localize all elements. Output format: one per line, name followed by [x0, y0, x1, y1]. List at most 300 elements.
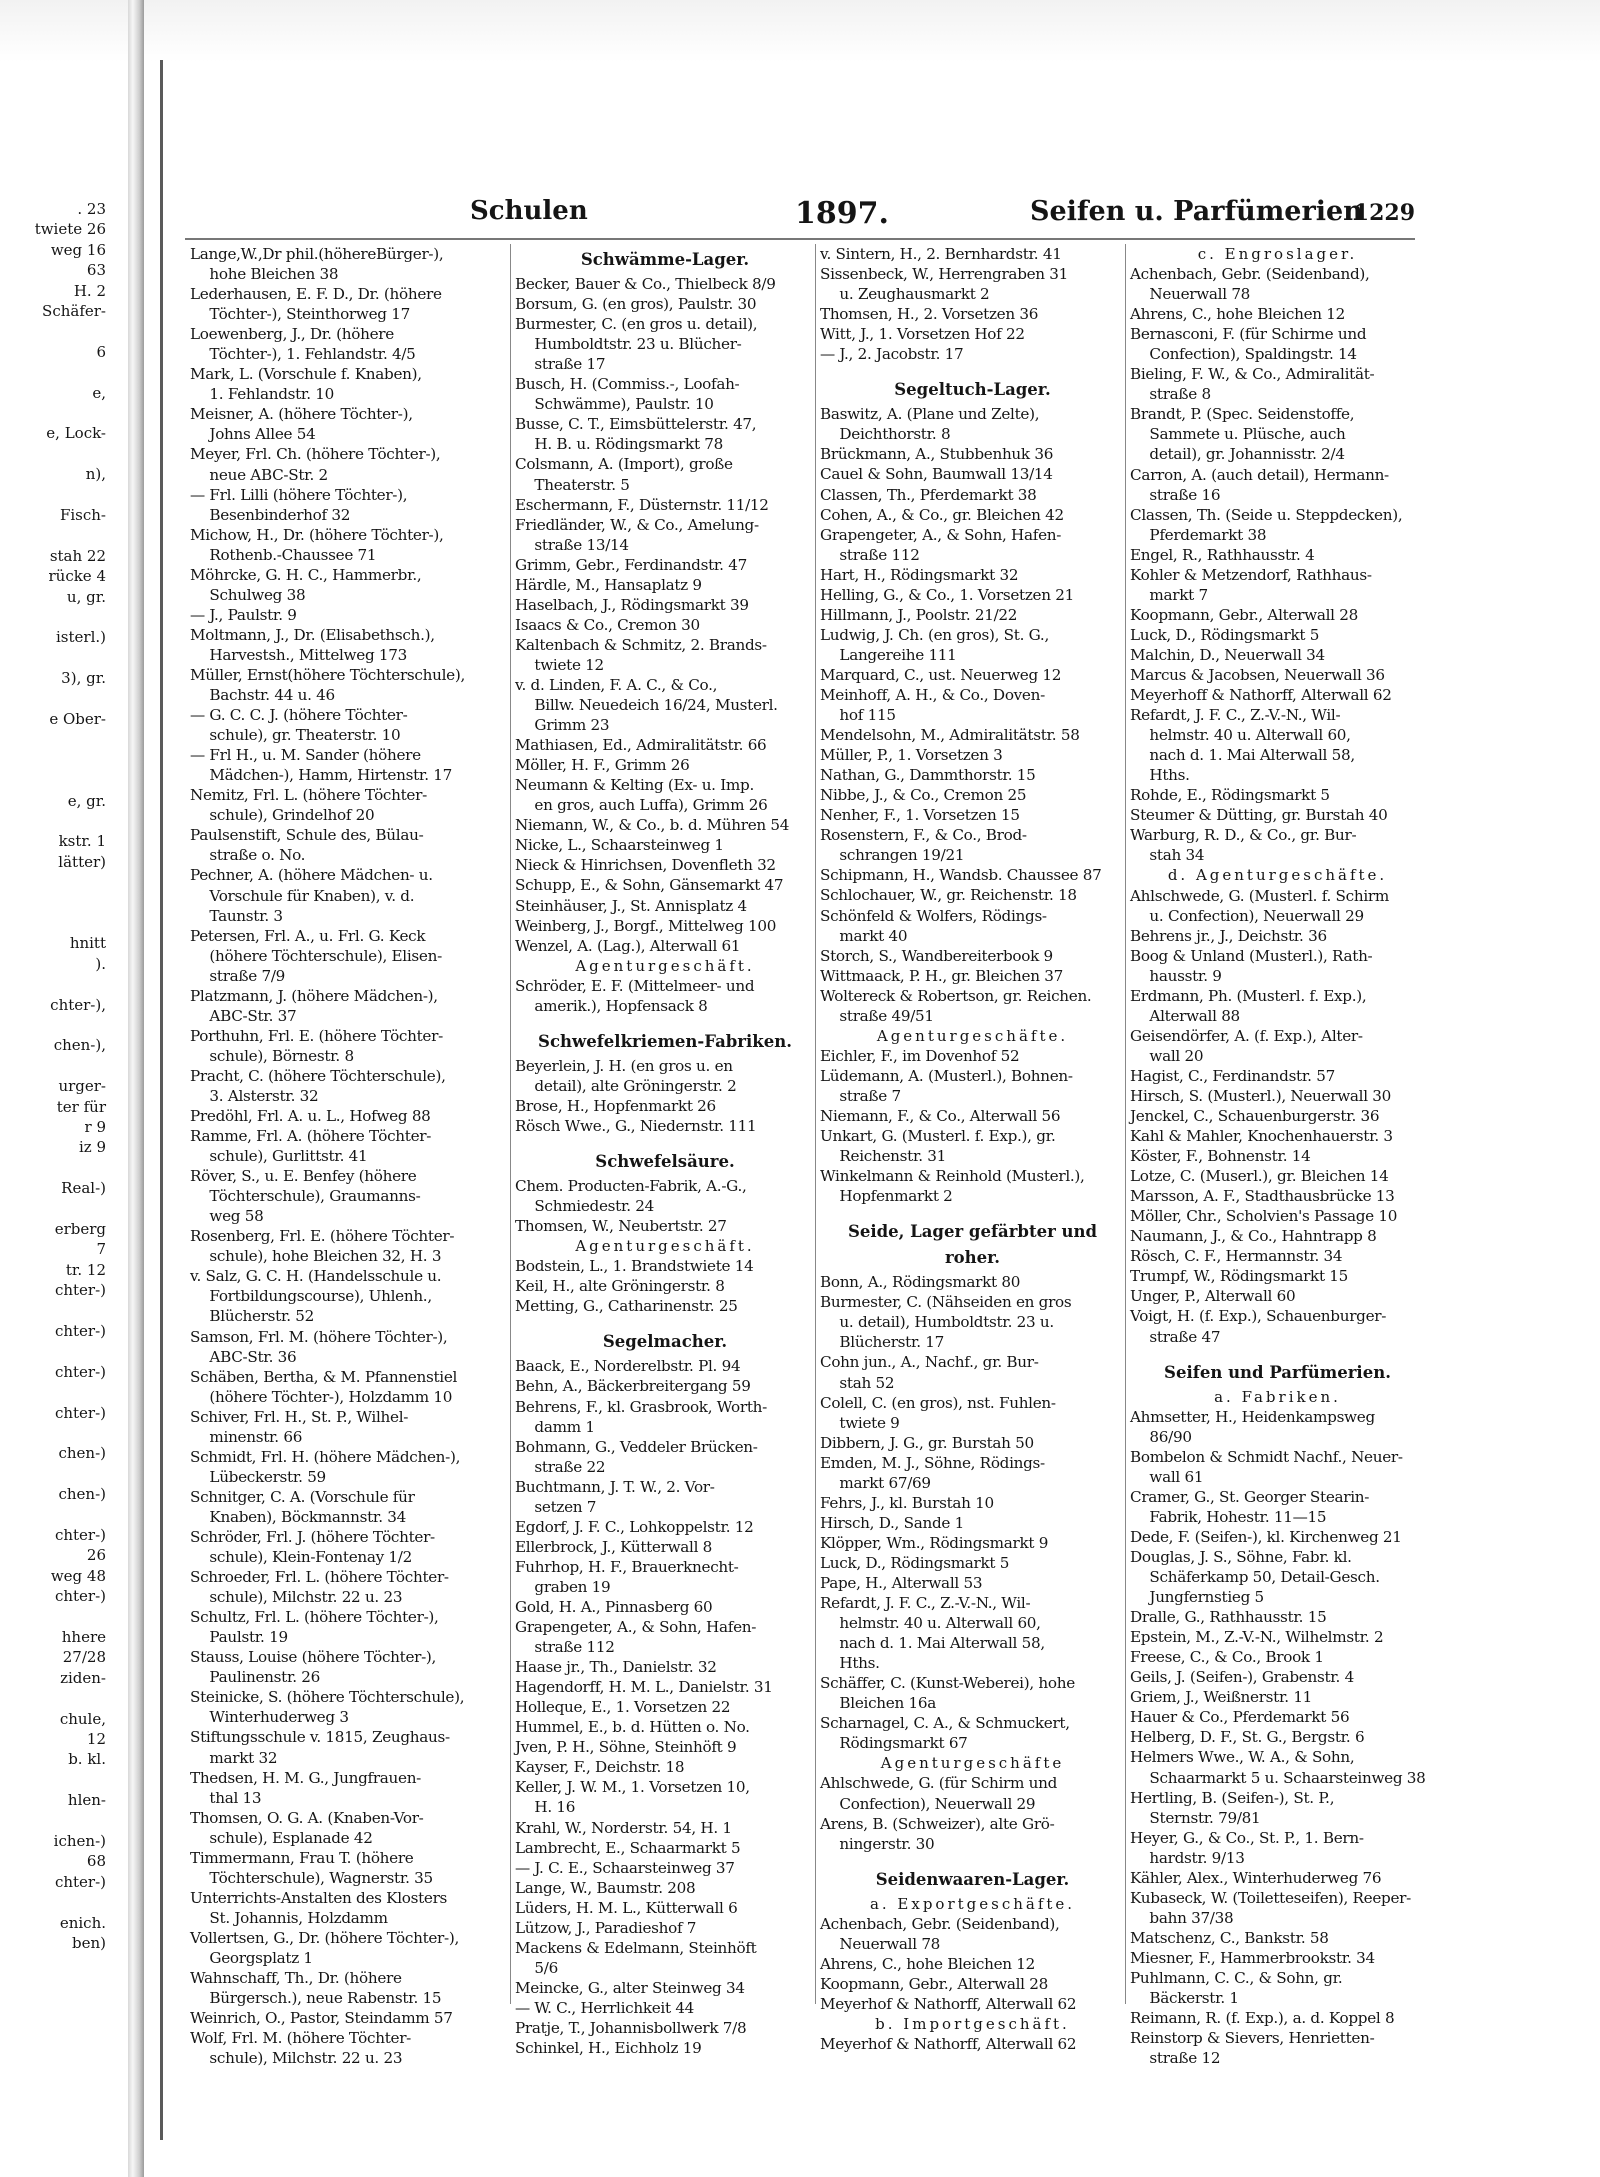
directory-entry: Helmers Wwe., W. A., & Sohn,	[1130, 1748, 1355, 1767]
directory-entry: Refardt, J. F. C., Z.-V.-N., Wil-	[1130, 706, 1341, 725]
spacer	[515, 1136, 815, 1146]
directory-entry: Schäffer, C. (Kunst-Weberei), hohe	[820, 1674, 1075, 1693]
column-divider	[815, 244, 816, 2004]
directory-entry: Grimm, Gebr., Ferdinandstr. 47	[515, 555, 747, 574]
directory-entry: Geisendörfer, A. (f. Exp.), Alter-	[1130, 1026, 1363, 1045]
section-heading: Seidenwaaren-Lager.	[875, 1869, 1070, 1889]
directory-entry: Woltereck & Robertson, gr. Reichen.	[820, 986, 1092, 1005]
facing-page-text: Schäfer-	[42, 302, 106, 320]
directory-entry: Wolf, Frl. M. (höhere Töchter-	[190, 2029, 411, 2048]
directory-entry: Pechner, A. (höhere Mädchen- u.	[190, 866, 433, 885]
directory-entry: schrangen 19/21	[820, 846, 965, 865]
directory-entry: stah 52	[820, 1373, 895, 1392]
directory-entry: Erdmann, Ph. (Musterl. f. Exp.),	[1130, 986, 1367, 1005]
directory-entry: Schäben, Bertha, & M. Pfannenstiel	[190, 1367, 458, 1386]
directory-entry: 1. Fehlandstr. 10	[190, 385, 334, 404]
facing-page-text: ziden-	[60, 1668, 106, 1687]
directory-entry: Friedländer, W., & Co., Amelung-	[515, 515, 759, 534]
subsection-heading: Agenturgeschäft.	[575, 1237, 755, 1256]
directory-entry: Alterwall 88	[1130, 1006, 1240, 1025]
directory-entry: Wittmaack, P. H., gr. Bleichen 37	[820, 966, 1063, 985]
directory-entry: Müller, Ernst(höhere Töchterschule),	[190, 665, 465, 684]
directory-entry: Hauer & Co., Pferdemarkt 56	[1130, 1708, 1350, 1727]
directory-entry: Meyerhof & Nathorff, Alterwall 62	[820, 2035, 1077, 2054]
directory-entry: Brückmann, A., Stubbenhuk 36	[820, 445, 1054, 464]
directory-entry: Taunstr. 3	[190, 906, 283, 925]
directory-entry: Fuhrhop, H. F., Brauerknecht-	[515, 1557, 739, 1576]
directory-entry: Schlochauer, W., gr. Reichenstr. 18	[820, 886, 1077, 905]
directory-entry: v. d. Linden, F. A. C., & Co.,	[515, 675, 718, 694]
directory-entry: Röver, S., u. E. Benfey (höhere	[190, 1167, 417, 1186]
directory-entry: Hths.	[820, 1654, 880, 1673]
directory-entry: Michow, H., Dr. (höhere Töchter-),	[190, 525, 444, 544]
directory-entry: Refardt, J. F. C., Z.-V.-N., Wil-	[820, 1594, 1031, 1613]
spacer	[515, 1016, 815, 1026]
directory-entry: Bohmann, G., Veddeler Brücken-	[515, 1437, 758, 1456]
directory-entry: Luck, D., Rödingsmarkt 5	[1130, 625, 1320, 644]
facing-page-text: chter-)	[54, 1872, 106, 1891]
directory-entry: Schnitger, C. A. (Vorschule für	[190, 1487, 415, 1506]
directory-entry: Paulinenstr. 26	[190, 1668, 321, 1687]
directory-entry: Metting, G., Catharinenstr. 25	[515, 1297, 738, 1316]
directory-entry: Krahl, W., Norderstr. 54, H. 1	[515, 1818, 732, 1837]
directory-entry: Haselbach, J., Rödingsmarkt 39	[515, 595, 749, 614]
header-rule	[185, 238, 1415, 240]
directory-entry: Griem, J., Weißnerstr. 11	[1130, 1688, 1313, 1707]
directory-entry: Wahnschaff, Th., Dr. (höhere	[190, 1969, 402, 1988]
directory-entry: Ludwig, J. Ch. (en gros), St. G.,	[820, 625, 1049, 644]
directory-entry: Fortbildungscourse), Uhlenh.,	[190, 1287, 432, 1306]
directory-entry: Gold, H. A., Pinnasberg 60	[515, 1598, 713, 1616]
directory-entry: St. Johannis, Holzdamm	[190, 1908, 388, 1927]
directory-entry: helmstr. 40 u. Alterwall 60,	[1130, 726, 1351, 745]
facing-page-text: e, Lock-	[46, 424, 106, 443]
directory-entry: straße 13/14	[515, 535, 629, 554]
directory-entry: Isaacs & Co., Cremon 30	[515, 615, 700, 634]
directory-entry: Behrens, F., kl. Grasbrook, Worth-	[515, 1397, 767, 1416]
directory-entry: Predöhl, Frl. A. u. L., Hofweg 88	[190, 1107, 431, 1126]
facing-page-fragment	[0, 200, 110, 2050]
directory-entry: Achenbach, Gebr. (Seidenband),	[820, 1914, 1060, 1933]
directory-entry: minenstr. 66	[190, 1427, 303, 1446]
directory-entry: hof 115	[820, 706, 896, 725]
directory-entry: schule), Klein-Fontenay 1/2	[190, 1548, 412, 1567]
directory-entry: Schönfeld & Wolfers, Rödings-	[820, 906, 1047, 925]
directory-entry: Classen, Th., Pferdemarkt 38	[820, 485, 1037, 504]
directory-entry: Deichthorstr. 8	[820, 425, 951, 444]
directory-entry: Härdle, M., Hansaplatz 9	[515, 575, 702, 594]
directory-entry: Bürgersch.), neue Rabenstr. 15	[190, 1989, 442, 2008]
directory-entry: Steinhäuser, J., St. Annisplatz 4	[515, 896, 747, 915]
directory-entry: Kayser, F., Deichstr. 18	[515, 1758, 685, 1777]
directory-entry: twiete 12	[515, 655, 604, 674]
directory-entry: thal 13	[190, 1788, 262, 1807]
directory-entry: Carron, A. (auch detail), Hermann-	[1130, 465, 1389, 484]
directory-entry: Lotze, C. (Muserl.), gr. Bleichen 14	[1130, 1167, 1389, 1186]
facing-page-text: hnitt	[69, 934, 106, 953]
section-heading: Schwefelkriemen-Fabriken.	[538, 1031, 792, 1051]
directory-entry: neue ABC-Str. 2	[190, 465, 328, 484]
directory-entry: Humboldtstr. 23 u. Blücher-	[515, 335, 742, 354]
directory-entry: stah 34	[1130, 846, 1205, 865]
directory-entry: Sammete u. Plüsche, auch	[1130, 425, 1346, 444]
directory-entry: 5/6	[515, 1958, 558, 1977]
directory-entry: ABC-Str. 37	[190, 1006, 297, 1025]
directory-entry: Busse, C. T., Eimsbüttelerstr. 47,	[515, 415, 757, 434]
directory-entry: Besenbinderhof 32	[190, 505, 351, 524]
directory-entry: Hagist, C., Ferdinandstr. 57	[1130, 1066, 1335, 1085]
facing-page-text: chter-)	[54, 1362, 106, 1381]
directory-entry: Meisner, A. (höhere Töchter-),	[190, 405, 413, 424]
facing-page-text: erberg	[54, 1220, 106, 1238]
spacer	[820, 1206, 1125, 1216]
directory-entry: Knaben), Böckmannstr. 34	[190, 1507, 406, 1526]
directory-entry: — G. C. C. J. (höhere Töchter-	[190, 706, 408, 725]
directory-entry: Helling, G., & Co., 1. Vorsetzen 21	[820, 585, 1074, 604]
directory-entry: Colell, C. (en gros), nst. Fuhlen-	[820, 1393, 1056, 1412]
facing-page-text: r 9	[84, 1118, 106, 1136]
directory-entry: Niemann, F., & Co., Alterwall 56	[820, 1106, 1061, 1125]
directory-entry: u. Zeughausmarkt 2	[820, 285, 990, 304]
directory-entry: Jenckel, C., Schauenburgerstr. 36	[1130, 1107, 1380, 1126]
directory-entry: Busch, H. (Commiss.-, Loofah-	[515, 375, 740, 394]
directory-entry: Dralle, G., Rathhausstr. 15	[1130, 1608, 1327, 1627]
directory-entry: H. B. u. Rödingsmarkt 78	[515, 435, 723, 454]
directory-entry: Emden, M. J., Söhne, Rödings-	[820, 1453, 1045, 1472]
facing-page-text: Real-)	[61, 1179, 106, 1198]
directory-entry: Ramme, Frl. A. (höhere Töchter-	[190, 1127, 432, 1146]
facing-page-text: 7	[96, 1240, 106, 1259]
directory-entry: Sternstr. 79/81	[1130, 1808, 1261, 1827]
directory-entry: Nieck & Hinrichsen, Dovenfleth 32	[515, 856, 776, 875]
directory-entry: Georgsplatz 1	[190, 1948, 313, 1967]
facing-page-text: 3), gr.	[61, 669, 106, 688]
section-heading: Schwefelsäure.	[595, 1152, 735, 1172]
directory-entry: Buchtmann, J. T. W., 2. Vor-	[515, 1477, 715, 1496]
facing-page-text: lätter)	[58, 852, 106, 871]
facing-page-text: H. 2	[73, 281, 106, 300]
directory-entry: Nibbe, J., & Co., Cremon 25	[820, 786, 1027, 805]
section-heading: Seifen und Parfümerien.	[1164, 1362, 1391, 1382]
directory-entry: — W. C., Herrlichkeit 44	[515, 1998, 695, 2017]
directory-entry: Hertling, B. (Seifen-), St. P.,	[1130, 1788, 1335, 1807]
directory-entry: Heyer, G., & Co., St. P., 1. Bern-	[1130, 1828, 1364, 1847]
header-section-right: Seifen u. Parfümerien	[1030, 196, 1363, 227]
directory-entry: Neuerwall 78	[820, 1934, 941, 1953]
directory-entry: schule), Börnestr. 8	[190, 1046, 354, 1065]
directory-entry: Platzmann, J. (höhere Mädchen-),	[190, 986, 438, 1005]
column-divider	[510, 244, 511, 2004]
directory-entry: Neumann & Kelting (Ex- u. Imp.	[515, 776, 754, 795]
directory-entry: — Frl. Lilli (höhere Töchter-),	[190, 485, 408, 504]
header-year: 1897.	[795, 196, 889, 231]
directory-entry: Cohn jun., A., Nachf., gr. Bur-	[820, 1353, 1039, 1372]
directory-entry: Hummel, E., b. d. Hütten o. No.	[515, 1718, 750, 1737]
directory-entry: Schupp, E., & Sohn, Gänsemarkt 47	[515, 876, 784, 895]
subsection-heading: c. Engroslager.	[1197, 245, 1358, 263]
directory-entry: Confection), Neuerwall 29	[820, 1794, 1036, 1813]
facing-page-text: ter für	[56, 1097, 106, 1116]
directory-entry: Witt, J., 1. Vorsetzen Hof 22	[820, 325, 1025, 344]
directory-entry: Rödingsmarkt 67	[820, 1734, 968, 1753]
directory-entry: Burmester, C. (en gros u. detail),	[515, 315, 758, 334]
directory-entry: nach d. 1. Mai Alterwall 58,	[1130, 746, 1355, 765]
directory-entry: Koopmann, Gebr., Alterwall 28	[1130, 605, 1358, 624]
directory-entry: Schmiedestr. 24	[515, 1197, 655, 1216]
directory-entry: Müller, P., 1. Vorsetzen 3	[820, 746, 1003, 765]
directory-entry: u. detail), Humboldtstr. 23 u.	[820, 1313, 1054, 1332]
subsection-heading: Agenturgeschäft.	[575, 956, 755, 975]
directory-entry: Meinhoff, A. H., & Co., Doven-	[820, 685, 1045, 704]
directory-entry: Dede, F. (Seifen-), kl. Kirchenweg 21	[1130, 1527, 1402, 1546]
directory-entry: Vorschule für Knaben), v. d.	[190, 886, 415, 905]
directory-entry: (höhere Töchterschule), Elisen-	[190, 946, 442, 965]
directory-entry: hohe Bleichen 38	[190, 265, 339, 284]
facing-page-text: hlen-	[67, 1791, 106, 1810]
directory-entry: twiete 9	[820, 1413, 900, 1432]
column-4	[1130, 244, 1426, 2068]
directory-entry: Warburg, R. D., & Co., gr. Bur-	[1130, 826, 1357, 845]
facing-page-text: 26	[86, 1546, 106, 1565]
directory-entry: Meyerhof & Nathorff, Alterwall 62	[820, 1994, 1077, 2013]
directory-entry: schule), gr. Theaterstr. 10	[190, 726, 401, 745]
facing-page-text: twiete 26	[34, 220, 106, 239]
facing-page-text: chen-)	[58, 1485, 106, 1504]
directory-entry: Storch, S., Wandbereiterbook 9	[820, 946, 1053, 965]
directory-entry: Meincke, G., alter Steinweg 34	[515, 1978, 745, 1997]
directory-entry: Bleichen 16a	[820, 1694, 936, 1713]
directory-entry: straße 12	[1130, 2049, 1221, 2068]
facing-page-text: 12	[86, 1730, 106, 1748]
facing-page-text: e, gr.	[67, 791, 106, 810]
directory-entry: hausstr. 9	[1130, 966, 1222, 985]
directory-entry: Hagendorff, H. M. L., Danielstr. 31	[515, 1678, 773, 1697]
directory-entry: markt 32	[190, 1748, 278, 1767]
directory-entry: Steinicke, S. (höhere Töchterschule),	[190, 1688, 465, 1707]
directory-entry: Pferdemarkt 38	[1130, 525, 1267, 544]
directory-entry: Kubaseck, W. (Toiletteseifen), Reeper-	[1130, 1888, 1411, 1907]
directory-entry: Burmester, C. (Nähseiden en gros	[820, 1293, 1072, 1312]
directory-entry: Borsum, G. (en gros), Paulstr. 30	[515, 295, 757, 314]
directory-entry: Timmermann, Frau T. (höhere	[190, 1848, 414, 1867]
directory-entry: Helberg, D. F., St. G., Bergstr. 6	[1130, 1728, 1365, 1747]
directory-entry: Steumer & Dütting, gr. Burstah 40	[1130, 806, 1388, 825]
directory-entry: Baswitz, A. (Plane und Zelte),	[820, 405, 1040, 424]
facing-page-text: iz 9	[78, 1138, 106, 1157]
directory-entry: Nicke, L., Schaarsteinweg 1	[515, 836, 724, 855]
directory-entry: Pracht, C. (höhere Töchterschule),	[190, 1066, 446, 1085]
directory-entry: Bachstr. 44 u. 46	[190, 686, 335, 705]
facing-page-text: enich.	[59, 1913, 106, 1932]
facing-page-text: chule,	[59, 1709, 106, 1728]
directory-entry: Classen, Th. (Seide u. Steppdecken),	[1130, 505, 1403, 524]
directory-entry: Naumann, J., & Co., Hahntrapp 8	[1130, 1227, 1377, 1246]
directory-entry: schule), Milchstr. 22 u. 23	[190, 2049, 403, 2068]
directory-entry: Malchin, D., Neuerwall 34	[1130, 645, 1325, 664]
directory-entry: (höhere Töchter-), Holzdamm 10	[190, 1387, 453, 1406]
page-header	[470, 196, 1415, 240]
facing-page-text: ichen-)	[53, 1832, 106, 1850]
directory-entry: Hirsch, D., Sande 1	[820, 1513, 964, 1532]
directory-entry: Schultz, Frl. L. (höhere Töchter-),	[190, 1608, 439, 1627]
directory-entry: Weinberg, J., Borgf., Mittelweg 100	[515, 916, 777, 935]
directory-entry: Mädchen-), Hamm, Hirtenstr. 17	[190, 766, 452, 785]
directory-entry: Trumpf, W., Rödingsmarkt 15	[1130, 1267, 1348, 1286]
directory-entry: ABC-Str. 36	[190, 1347, 297, 1366]
directory-entry: Marsson, A. F., Stadthausbrücke 13	[1130, 1187, 1395, 1206]
directory-entry: Holleque, E., 1. Vorsetzen 22	[515, 1698, 731, 1717]
directory-entry: Keil, H., alte Gröningerstr. 8	[515, 1277, 725, 1296]
directory-entry: damm 1	[515, 1417, 595, 1436]
directory-entry: Rösch, C. F., Hermannstr. 34	[1130, 1247, 1343, 1266]
directory-entry: bahn 37/38	[1130, 1908, 1234, 1927]
directory-entry: Bäckerstr. 1	[1130, 1989, 1239, 2008]
facing-page-text: 63	[86, 261, 106, 280]
directory-entry: Behn, A., Bäckerbreitergang 59	[515, 1377, 751, 1396]
directory-entry: Behrens jr., J., Deichstr. 36	[1130, 926, 1327, 945]
directory-entry: Lange, W., Baumstr. 208	[515, 1878, 696, 1897]
directory-entry: Mark, L. (Vorschule f. Knaben),	[190, 365, 422, 384]
directory-entry: Lambrecht, E., Schaarmarkt 5	[515, 1838, 741, 1857]
spacer	[820, 1854, 1125, 1864]
directory-entry: Schäferkamp 50, Detail-Gesch.	[1130, 1568, 1380, 1587]
directory-entry: Kohler & Metzendorf, Rathhaus-	[1130, 565, 1372, 584]
directory-entry: straße 7/9	[190, 966, 286, 985]
directory-entry: Mathiasen, Ed., Admiralitätstr. 66	[515, 736, 767, 755]
directory-entry: Porthuhn, Frl. E. (höhere Töchter-	[190, 1026, 443, 1045]
directory-entry: Mendelsohn, M., Admiralitätstr. 58	[820, 726, 1080, 745]
directory-entry: Hopfenmarkt 2	[820, 1187, 953, 1206]
directory-entry: Samson, Frl. M. (höhere Töchter-),	[190, 1327, 448, 1346]
facing-page-text: ).	[95, 954, 106, 973]
directory-entry: schule), hohe Bleichen 32, H. 3	[190, 1247, 442, 1266]
directory-entry: detail), gr. Johannisstr. 2/4	[1130, 445, 1345, 464]
directory-entry: Winkelmann & Reinhold (Musterl.),	[820, 1167, 1085, 1186]
directory-entry: Ahlschwede, G. (Musterl. f. Schirm	[1130, 886, 1389, 905]
directory-entry: Töchter-), 1. Fehlandstr. 4/5	[190, 345, 416, 364]
directory-entry: Geils, J. (Seifen-), Grabenstr. 4	[1130, 1668, 1354, 1687]
facing-page-text: stah 22	[49, 546, 106, 565]
directory-entry: Lüdemann, A. (Musterl.), Bohnen-	[820, 1066, 1073, 1085]
directory-entry: Ahlschwede, G. (für Schirm und	[820, 1774, 1058, 1793]
facing-page-text: rücke 4	[48, 567, 106, 586]
facing-page-text: 27/28	[62, 1648, 106, 1667]
directory-entry: Freese, C., & Co., Brook 1	[1130, 1648, 1324, 1667]
directory-entry: Hths.	[1130, 766, 1190, 785]
directory-entry: Pratje, T., Johannisbollwerk 7/8	[515, 2018, 747, 2037]
directory-entry: Langereihe 111	[820, 645, 957, 664]
directory-entry: H. 16	[515, 1798, 576, 1817]
directory-entry: Meyerhoff & Nathorff, Alterwall 62	[1130, 686, 1392, 705]
spacer	[515, 1316, 815, 1326]
directory-entry: wall 20	[1130, 1046, 1204, 1065]
directory-entry: Bonn, A., Rödingsmarkt 80	[820, 1273, 1021, 1292]
column-3	[820, 244, 1125, 2054]
directory-entry: Cauel & Sohn, Baumwall 13/14	[820, 465, 1053, 484]
directory-entry: Vollertsen, G., Dr. (höhere Töchter-),	[190, 1928, 460, 1947]
directory-entry: schule), Milchstr. 22 u. 23	[190, 1588, 403, 1607]
directory-entry: — J. C. E., Schaarsteinweg 37	[515, 1858, 735, 1877]
directory-entry: Thomsen, H., 2. Vorsetzen 36	[820, 305, 1039, 324]
directory-entry: Stauss, Louise (höhere Töchter-),	[190, 1648, 437, 1667]
directory-entry: Baack, E., Norderelbstr. Pl. 94	[515, 1357, 741, 1376]
directory-entry: straße 7	[820, 1086, 901, 1105]
directory-entry: Fehrs, J., kl. Burstah 10	[820, 1493, 994, 1512]
directory-entry: Matschenz, C., Bankstr. 58	[1130, 1928, 1329, 1947]
directory-entry: Hillmann, J., Poolstr. 21/22	[820, 605, 1018, 624]
directory-entry: markt 7	[1130, 585, 1208, 604]
directory-entry: schule), Gurlittstr. 41	[190, 1147, 368, 1166]
facing-page-text: n),	[85, 465, 106, 484]
facing-page-text: weg 16	[50, 240, 106, 259]
directory-entry: Fabrik, Hohestr. 11—15	[1130, 1507, 1327, 1526]
directory-entry: — Frl H., u. M. Sander (höhere	[190, 746, 421, 765]
directory-entry: Arens, B. (Schweizer), alte Grö-	[820, 1814, 1055, 1833]
directory-entry: straße 112	[515, 1638, 615, 1657]
directory-entry: Schwämme), Paulstr. 10	[515, 395, 714, 414]
directory-entry: — J., Paulstr. 9	[190, 605, 297, 624]
directory-entry: Beyerlein, J. H. (en gros u. en	[515, 1056, 733, 1075]
directory-entry: Unterrichts-Anstalten des Klosters	[190, 1888, 448, 1907]
facing-page-text: 6	[96, 342, 106, 361]
directory-entry: Jven, P. H., Söhne, Steinhöft 9	[515, 1738, 737, 1757]
directory-entry: Pape, H., Alterwall 53	[820, 1574, 983, 1592]
section-heading: Schwämme-Lager.	[580, 250, 750, 269]
directory-entry: Hart, H., Rödingsmarkt 32	[820, 565, 1019, 584]
directory-entry: Kahl & Mahler, Knochenhauerstr. 3	[1130, 1127, 1393, 1146]
directory-entry: Boog & Unland (Musterl.), Rath-	[1130, 946, 1373, 965]
directory-entry: Achenbach, Gebr. (Seidenband),	[1130, 265, 1370, 284]
directory-entry: Schulweg 38	[190, 585, 306, 604]
directory-entry: Marquard, C., ust. Neuerweg 12	[820, 665, 1062, 684]
directory-entry: straße 22	[515, 1457, 606, 1476]
directory-entry: Blücherstr. 52	[190, 1307, 315, 1326]
directory-entry: schule), Esplanade 42	[190, 1828, 373, 1847]
directory-entry: Eschermann, F., Düsternstr. 11/12	[515, 495, 769, 514]
directory-entry: Grimm 23	[515, 716, 610, 735]
directory-entry: Ahrens, C., hohe Bleichen 12	[820, 1954, 1035, 1973]
spacer	[1130, 1347, 1425, 1357]
directory-entry: weg 58	[190, 1207, 264, 1226]
spacer	[820, 364, 1125, 374]
directory-entry: nach d. 1. Mai Alterwall 58,	[820, 1634, 1045, 1653]
subsection-heading: a. Fabriken.	[1214, 1387, 1341, 1406]
directory-entry: Lübeckerstr. 59	[190, 1467, 326, 1486]
directory-entry: straße 8	[1130, 385, 1211, 404]
directory-entry: Puhlmann, C. C., & Sohn, gr.	[1130, 1968, 1343, 1987]
directory-entry: Töchterschule), Wagnerstr. 35	[190, 1868, 433, 1887]
directory-entry: Miesner, F., Hammerbrookstr. 34	[1130, 1948, 1375, 1967]
book-spine	[128, 0, 144, 2177]
directory-entry: Jungfernstieg 5	[1130, 1588, 1264, 1607]
directory-entry: Bombelon & Schmidt Nachf., Neuer-	[1130, 1447, 1403, 1466]
facing-page-text: chter-)	[54, 1587, 106, 1606]
directory-entry: v. Sintern, H., 2. Bernhardstr. 41	[820, 245, 1062, 263]
facing-page-text: kstr. 1	[58, 832, 106, 851]
directory-entry: helmstr. 40 u. Alterwall 60,	[820, 1614, 1041, 1633]
facing-page-text: chen-),	[53, 1036, 106, 1055]
directory-entry: Möller, H. F., Grimm 26	[515, 756, 690, 775]
directory-entry: detail), alte Gröningerstr. 2	[515, 1076, 737, 1095]
directory-entry: Wenzel, A. (Lag.), Alterwall 61	[515, 936, 741, 955]
directory-entry: Nenher, F., 1. Vorsetzen 15	[820, 806, 1020, 825]
directory-entry: Mackens & Edelmann, Steinhöft	[515, 1938, 757, 1957]
directory-entry: Neuerwall 78	[1130, 285, 1251, 304]
directory-entry: Rosenberg, Frl. E. (höhere Töchter-	[190, 1227, 455, 1246]
directory-entry: Nathan, G., Dammthorstr. 15	[820, 766, 1036, 785]
subsection-heading: d. Agenturgeschäfte.	[1167, 866, 1388, 885]
directory-entry: Schipmann, H., Wandsb. Chaussee 87	[820, 866, 1102, 885]
